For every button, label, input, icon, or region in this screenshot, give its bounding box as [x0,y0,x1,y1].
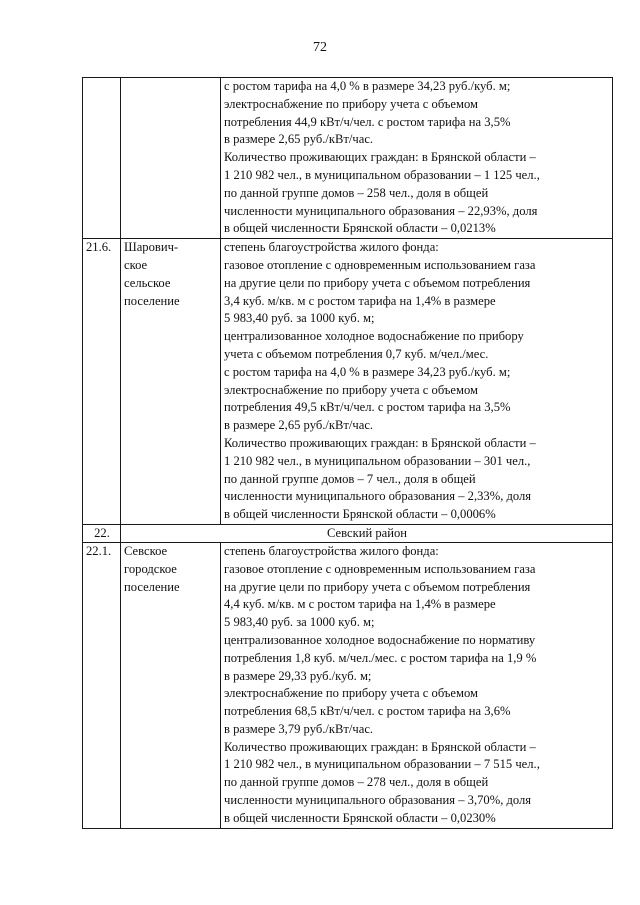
description-cell [221,239,613,525]
row-number-cell: 22. [83,524,121,542]
row-number-cell: 21.6. [83,239,121,525]
text-line: в общей численности Брянской области – 0,0230% [224,810,496,825]
text-line: в общей численности Брянской области – 0,0213% [224,221,496,236]
text-line: газовое отопление с одновременным использованием газа [224,561,536,576]
text-line: поселение [124,579,180,594]
text-line: численности муниципального образования – 2,33%, доля [224,489,532,504]
text-line: с ростом тарифа на 4,0 % в размере 34,23 руб./куб. м; [224,79,511,93]
text-line: в размере 3,79 руб./кВт/час. [224,721,374,736]
text-line: централизованное холодное водоснабжение по нормативу [224,632,536,647]
text-line: 5 983,40 руб. за 1000 куб. м; [224,615,375,630]
text-line: численности муниципального образования – 3,70%, доля [224,793,532,808]
text-line: городское [124,561,177,576]
text-line: 5 983,40 руб. за 1000 куб. м; [224,311,375,326]
text-line: по данной группе домов – 278 чел., доля в общей [224,775,489,790]
text-line: по данной группе домов – 7 чел., доля в общей [224,471,476,486]
text-line: централизованное холодное водоснабжение по прибору [224,329,524,344]
description-cell [221,542,613,828]
text-line: электроснабжение по прибору учета с объемом [224,96,479,111]
text-line: Количество проживающих граждан: в Брянской области – [224,435,536,450]
text-line: 1 210 982 чел., в муниципальном образовании – 7 515 чел., [224,757,540,772]
text-line: ское [124,257,148,272]
text-line: степень благоустройства жилого фонда: [224,240,439,255]
settlement-name-cell [121,542,221,828]
text-line: учета с объемом потребления 0,7 куб. м/чел./мес. [224,346,489,361]
text-line: поселение [124,293,180,308]
text-line: в размере 2,65 руб./кВт/час. [224,418,374,433]
text-line: Севское [124,543,168,558]
text-line: Количество проживающих граждан: в Брянской области – [224,739,536,754]
text-line: 1 210 982 чел., в муниципальном образовании – 301 чел., [224,453,531,468]
text-line: потребления 44,9 кВт/ч/чел. с ростом тарифа на 3,5% [224,114,511,129]
description-cell [221,78,613,239]
settlement-name-cell [121,78,221,239]
text-line: 4,4 куб. м/кв. м с ростом тарифа на 1,4% в размере [224,597,496,612]
table-row-22 [83,524,613,542]
tariff-table [82,77,613,829]
text-line: Шарович- [124,240,179,255]
settlement-name-cell [121,239,221,525]
table-row-22-1 [83,542,613,828]
text-line: степень благоустройства жилого фонда: [224,543,439,558]
text-line: потребления 49,5 кВт/ч/чел. с ростом тарифа на 3,5% [224,400,511,415]
text-line: в общей численности Брянской области – 0,0006% [224,507,496,522]
text-line: на другие цели по прибору учета с объемом потребления [224,579,531,594]
row-number-cell [83,78,121,239]
text-line: газовое отопление с одновременным использованием газа [224,257,536,272]
text-line: Количество проживающих граждан: в Брянской области – [224,150,536,165]
text-line: электроснабжение по прибору учета с объемом [224,686,479,701]
text-line: численности муниципального образования – 22,93%, доля [224,203,538,218]
text-line: на другие цели по прибору учета с объемом потребления [224,275,531,290]
table-row-21-6 [83,239,613,525]
text-line: 3,4 куб. м/кв. м с ростом тарифа на 1,4% в размере [224,293,496,308]
text-line: в размере 29,33 руб./куб. м; [224,668,372,683]
text-line: сельское [124,275,171,290]
text-line: потребления 68,5 кВт/ч/чел. с ростом тарифа на 3,6% [224,704,511,719]
text-line: потребления 1,8 куб. м/чел./мес. с ростом тарифа на 1,9 % [224,650,537,665]
page-number: 72 [313,40,327,55]
text-line: с ростом тарифа на 4,0 % в размере 34,23 руб./куб. м; [224,364,511,379]
table-row-continuation [83,78,613,239]
district-title-cell: Севский район [121,524,613,542]
text-line: электроснабжение по прибору учета с объемом [224,382,479,397]
text-line: в размере 2,65 руб./кВт/час. [224,132,374,147]
row-number-cell: 22.1. [83,542,121,828]
text-line: 1 210 982 чел., в муниципальном образовании – 1 125 чел., [224,167,540,182]
text-line: по данной группе домов – 258 чел., доля в общей [224,185,489,200]
